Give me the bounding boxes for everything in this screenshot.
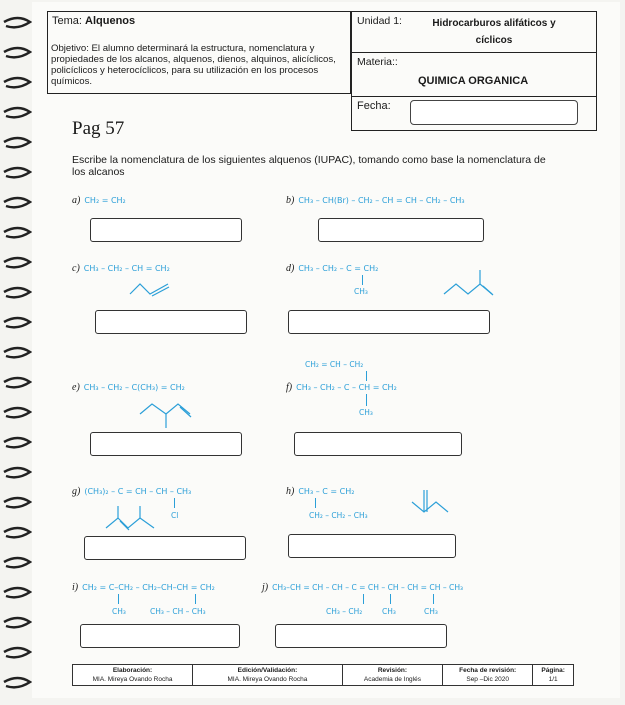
exercise-letter: d) [286,263,295,274]
footer-label: Edición/Validación: [237,667,298,674]
footer-value: MIA. Mireya Ovando Rocha [227,676,308,683]
exercise-formula: CH₃ – CH(Br) – CH₂ – CH = CH – CH₂ – CH₃ [298,196,465,205]
exercise-b [286,195,465,206]
exercise-f [286,382,397,393]
answer-field-a[interactable] [90,218,242,242]
subject-label: Materia:: [357,56,398,68]
substituent: CH₃ [354,287,368,296]
answer-field-c[interactable] [95,310,247,334]
exercise-letter: a) [72,195,81,206]
unit-row [352,12,596,53]
substituent: CH₃ – CH – CH₃ [150,607,206,616]
footer-fecha-revision [443,665,533,685]
answer-field-e[interactable] [90,432,242,456]
substituent: CH₃ [112,607,126,616]
substituent: CH₃ [424,607,438,616]
exercise-letter: e) [72,382,80,393]
subject-value: QUIMICA ORGANICA [418,75,529,87]
bond-line [390,594,391,604]
answer-field-d[interactable] [288,310,490,334]
unit-value: Hidrocarburos alifáticos y cíclicos [432,18,556,46]
footer-table [72,664,574,686]
substituent: CH₃ [382,607,396,616]
footer-label: Fecha de revisión: [459,667,517,674]
header-unit-cell [351,11,597,97]
substituent: Cl [171,511,179,520]
footer-label: Página: [541,667,565,674]
spiral-binding [0,0,34,700]
footer-value: Sep –Dic 2020 [466,676,509,683]
exercise-formula: CH₃ – CH₂ – C – CH = CH₂ [296,383,397,392]
footer-label: Revisión: [377,667,408,674]
exercise-i [72,582,215,593]
footer-revision [343,665,443,685]
footer-value: MIA. Mireya Ovando Rocha [92,676,173,683]
bond-line [433,594,434,604]
skeletal-structure-c-icon [128,280,172,298]
footer-elaboracion [73,665,193,685]
objective-text: Objetivo: El alumno determinará la estructura, nomenclatura y propiedades de los alcanos, alquenos, dienos, alquinos, alicíclicos, policíclicos y heterocíclicos, para su utilización en los procesos químicos. [51,43,336,87]
topic-line [52,15,135,27]
answer-field-h[interactable] [288,534,456,558]
topic-value: Alquenos [85,15,136,27]
exercise-letter: j) [262,582,269,593]
exercise-formula: CH₃ – C = CH₂ [298,487,355,496]
exercise-formula: CH₃ – CH₂ – C = CH₂ [298,264,379,273]
exercise-c [72,263,170,274]
exercise-a [72,195,126,206]
bond-line [366,394,367,406]
exercise-formula: (CH₃)₂ – C = CH – CH – CH₃ [84,487,192,496]
topic-label: Tema: [52,15,82,27]
bond-line [174,498,175,508]
bond-line [362,275,363,285]
date-label: Fecha: [357,100,391,112]
footer-edicion [193,665,343,685]
exercise-h [286,486,354,497]
exercise-j [262,582,463,593]
header-topic-cell [47,11,351,94]
footer-label: Elaboración: [112,667,153,674]
exercise-letter: g) [72,486,81,497]
answer-field-g[interactable] [84,536,246,560]
footer-value: 1/1 [548,676,558,683]
bond-line [315,498,316,508]
footer-value: Academia de Inglés [363,676,421,683]
exercise-e [72,382,185,393]
exercise-formula: CH₂ = CH₂ [84,196,126,205]
bond-line [363,594,364,604]
exercise-d [286,263,378,274]
bond-line [118,594,119,604]
unit-label: Unidad 1: [357,15,402,27]
answer-field-b[interactable] [318,218,484,242]
page-number-label: Pag 57 [72,118,125,139]
substituent: CH₃ [359,408,373,417]
exercise-formula: CH₃–CH = CH – CH – C = CH – CH – CH = CH – CH₃ [272,583,464,592]
substituent: CH₂ – CH₂ – CH₃ [309,511,368,520]
substituent: CH₃ – CH₂ [326,607,363,616]
spiral-rings-icon [0,0,34,700]
instructions-text: Escribe la nomenclatura de los siguientes alquenos (IUPAC), tomando como base la nomenclatura de los alcanos [72,154,546,178]
exercise-letter: i) [72,582,79,593]
skeletal-structure-e-icon [136,396,196,430]
exercise-g [72,486,191,497]
date-field[interactable] [410,100,578,125]
exercise-letter: c) [72,263,80,274]
skeletal-structure-d-icon [440,266,496,300]
substituent-top: CH₂ = CH – CH₂ [305,360,364,369]
bond-line [366,371,367,381]
exercise-letter: f) [286,382,293,393]
skeletal-structure-g-icon [102,504,160,536]
exercise-formula: CH₃ – CH₂ – C(CH₃) = CH₂ [83,383,185,392]
bond-line [195,594,196,604]
answer-field-i[interactable] [80,624,240,648]
footer-pagina [533,665,573,685]
exercise-letter: b) [286,195,295,206]
exercise-formula: CH₃ – CH₂ – CH = CH₂ [83,264,170,273]
date-cell [351,97,597,131]
exercise-letter: h) [286,486,295,497]
exercise-formula: CH₂ = C–CH₂ – CH₂–CH–CH = CH₂ [82,583,215,592]
answer-field-f[interactable] [294,432,462,456]
skeletal-structure-h-icon [408,486,458,516]
answer-field-j[interactable] [275,624,447,648]
